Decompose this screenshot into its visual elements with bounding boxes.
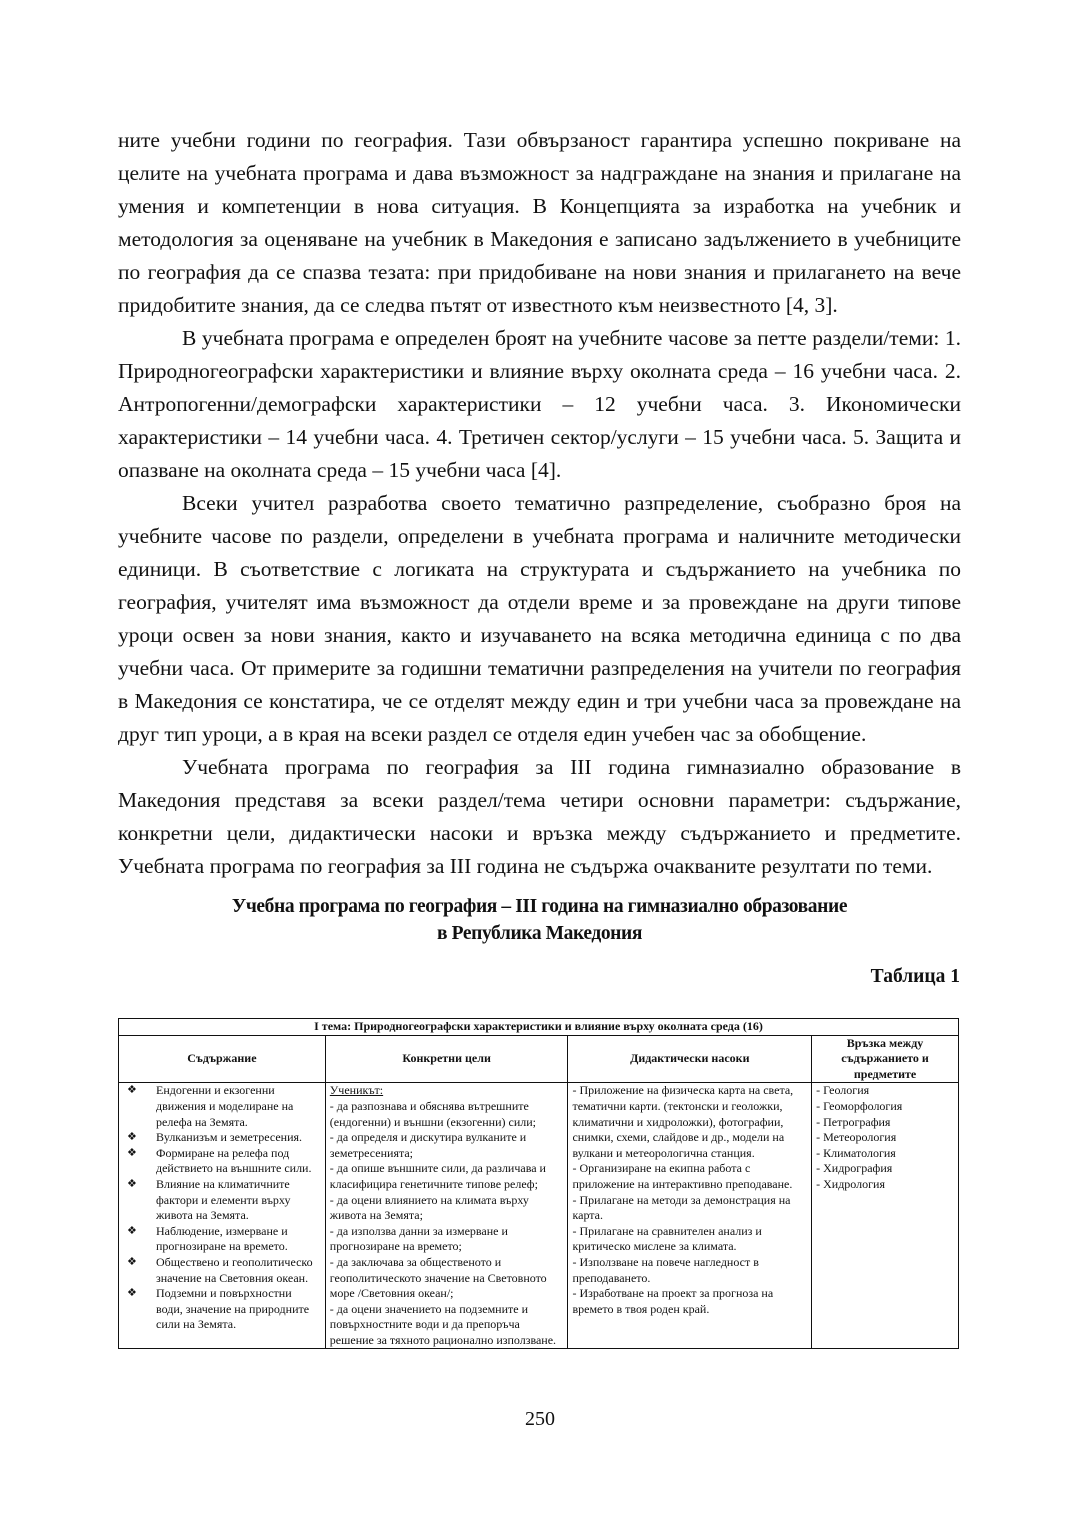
content-text: Формиране на релефа под действието на външните сили. xyxy=(156,1145,312,1176)
subject-item: - Метеорология xyxy=(816,1130,897,1145)
subjects-cell xyxy=(812,1083,959,1349)
content-text: Ендогенни и екзогенни движения и моделиране на релефа на Земята. xyxy=(156,1083,294,1129)
bullet-icon: ❖ xyxy=(127,1131,137,1144)
paragraph: Учебната програма по география за III година гимназиално образование в Македония представя за всеки раздел/тема четири основни параметри: съдържание, конкретни цели, дидактически насоки и връзка между съдържанието и предметите. Учебната програма по география за III година не съдържа очакваните резултати по теми. xyxy=(118,755,961,878)
content-item xyxy=(123,1146,321,1177)
body-text xyxy=(118,124,961,883)
goal-item: - да оцени значението на подземните и повърхностните води и да препоръча решение за тяхното рационално използване. xyxy=(329,1301,557,1347)
paragraph: В учебната програма е определен броят на учебните часове за петте раздели/теми: 1. Природногеографски характеристики и влияние върху околната среда – 16 учебни часа. 2. Антропогенни/демографски характеристики – 12 учебни часа. 3. Икономически характеристики – 14 учебни часа. 4. Третичен сектор/услуги – 15 учебни часа. 5. Защита и опазване на околната среда – 15 учебни часа [4]. xyxy=(118,326,961,482)
goal-item: - да заключава за общественото и геополитическото значение на Световното море /Световния океан/; xyxy=(329,1254,547,1301)
guideline-item: - Организиране на екипна работа с приложение на интерактивно преподаване. xyxy=(572,1161,793,1191)
caption-line: Учебна програма по география – III година на гимназиално образование xyxy=(231,896,848,917)
bullet-icon: ❖ xyxy=(127,1084,137,1097)
column-header: Дидактически насоки xyxy=(568,1035,812,1083)
guidelines-cell xyxy=(568,1083,812,1349)
page-number: 250 xyxy=(525,1408,555,1430)
content-item xyxy=(123,1083,321,1130)
subject-item: - Геология xyxy=(816,1083,870,1098)
guideline-item: - Изработване на проект за прогноза на времето в твоя роден край. xyxy=(572,1286,774,1316)
content-text: Вулканизъм и земетресения. xyxy=(156,1130,303,1145)
goal-item: - да разпознава и обяснява вътрешните (ендогенни) и външни (екзогенни) сили; xyxy=(329,1098,537,1129)
bullet-icon: ❖ xyxy=(127,1255,137,1268)
guideline-item: - Прилагане на методи за демонстрация на карта. xyxy=(572,1192,791,1223)
table-label: Таблица 1 xyxy=(870,966,960,987)
goals-cell xyxy=(325,1083,568,1349)
goal-item: - да определя и дискутира вулканите и земетресенията; xyxy=(329,1130,527,1160)
column-header: Конкретни цели xyxy=(325,1035,568,1083)
paragraph: ните учебни години по география. Тази обвързаност гарантира успешно покриване на целите на учебната програма и дава възможност за надграждане на знания и прилагане на умения и компетенции в нова ситуация. В Концепцията за изработка на учебник и методология за оценяване на учебник в Македония е записано задължението в учебниците по география да се спазва тезата: при придобиване на нови знания и прилагането на вече придобитите знания, да се следва пътят от известното към неизвестното [4, 3]. xyxy=(118,128,961,317)
subject-item: - Хидрология xyxy=(816,1176,885,1191)
paragraph: Всеки учител разработва своето тематично разпределение, съобразно броя на учебните часове по раздели, определени в учебната програма и наличните методически единици. В съответствие с логиката на структурата и съдържанието на учебника по география, учителят има възможност да отдели време и за провеждане на други типове уроци освен за нови знания, както и изучаването на всяка методична единица с по два учебни часа. От примерите за годишни тематични разпределения на учители по география в Македония се констатира, че се отделят между един и три учебни часа за провеждане на друг тип уроци, а в края на всеки раздел се отделя един учебен час за обобщение. xyxy=(118,491,961,746)
content-text: Наблюдение, измерване и прогнозиране на времето. xyxy=(156,1223,288,1254)
bullet-icon: ❖ xyxy=(127,1146,137,1159)
content-item xyxy=(123,1130,321,1146)
goals-intro: Ученикът: xyxy=(329,1083,384,1098)
column-header: Съдържание xyxy=(119,1035,326,1083)
bullet-icon: ❖ xyxy=(127,1177,137,1190)
table-title: I тема: Природногеографски характеристики и влияние върху околната среда (16) xyxy=(119,1019,959,1036)
goal-item: - да използва данни за измерване и прогнозиране на времето; xyxy=(329,1223,508,1254)
guideline-item: - Прилагане на сравнителен анализ и критическо мислене за климата. xyxy=(572,1223,762,1254)
goal-item: - да оцени влиянието на климата върху живота на Земята; xyxy=(329,1192,529,1223)
bullet-icon: ❖ xyxy=(127,1224,137,1237)
guideline-item: - Приложение на физическа карта на света, тематични карти. (тектонски и геоложки, климатични и хидроложки), фотографии, снимки, схеми, слайдове и др., модели на вулкани и метеорологична станция. xyxy=(572,1083,794,1160)
subject-item: - Климатология xyxy=(816,1145,896,1160)
table-caption xyxy=(118,893,961,947)
curriculum-table xyxy=(118,1018,959,1349)
content-text: Обществено и геополитическо значение на Световния океан. xyxy=(156,1254,313,1285)
guideline-item: - Използване на повече нагледност в преподаването. xyxy=(572,1254,759,1285)
content-text: Влияние на климатичните фактори и елементи върху живота на Земята. xyxy=(156,1176,291,1223)
column-header: Връзка между съдържанието и предметите xyxy=(812,1035,959,1083)
bullet-icon: ❖ xyxy=(127,1287,137,1300)
content-item xyxy=(123,1224,321,1255)
subject-item: - Петрография xyxy=(816,1114,891,1129)
subject-item: - Геоморфология xyxy=(816,1098,903,1113)
content-cell xyxy=(119,1083,326,1349)
caption-line: в Република Македония xyxy=(437,923,642,944)
goal-item: - да опише външните сили, да различава и класифицира генетичните типове релеф; xyxy=(329,1161,546,1191)
content-item xyxy=(123,1286,321,1333)
content-text: Подземни и повърхностни води, значение на природните сили на Земята. xyxy=(156,1286,310,1332)
subject-item: - Хидрография xyxy=(816,1161,893,1176)
content-item xyxy=(123,1177,321,1224)
content-item xyxy=(123,1255,321,1286)
